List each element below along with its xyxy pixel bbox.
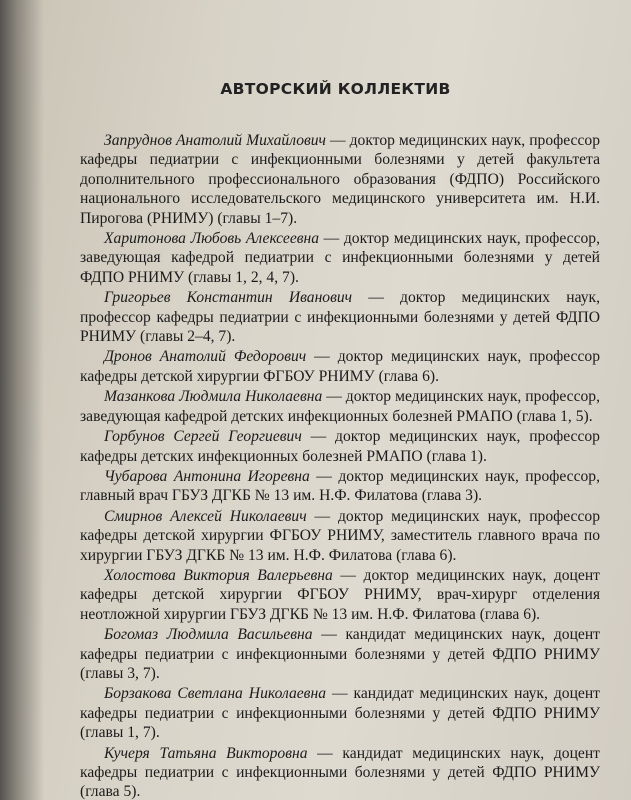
author-description: — доктор медицинских наук, профессор кафедры детской хирургии ФГБОУ РНИМУ, заместитель главного врача по хирургии ГБУЗ ДГКБ № 13 им. Н.Ф. Филатова (глава 6).	[80, 507, 600, 564]
author-entry	[80, 387, 600, 426]
author-name: Холостова Виктория Валерьевна	[104, 566, 333, 584]
author-entry	[80, 229, 600, 287]
author-description: — кандидат медицинских наук, доцент кафедры педиатрии с инфекционными болезнями у детей ФДПО РНИМУ (главы 1, 7).	[80, 685, 600, 742]
author-name: Дронов Анатолий Федорович	[104, 348, 307, 366]
author-description: — кандидат медицинских наук, доцент кафедры педиатрии с инфекционными болезнями у детей ФДПО РНИМУ (глава 5).	[80, 744, 600, 800]
author-entry	[80, 744, 600, 800]
author-description: — доктор медицинских наук, профессор кафедры детской хирургии ФГБОУ РНИМУ (глава 6).	[80, 348, 600, 385]
author-description: — доктор медицинских наук, профессор кафедры педиатрии с инфекционными болезнями у детей факультета дополнительного профессионального образования (ФДПО) Российского национального исследовательского медицинского университета им. Н.И. Пирогова (РНИМУ) (главы 1–7).	[80, 132, 600, 227]
author-entry	[80, 467, 600, 506]
author-name: Кучеря Татьяна Викторовна	[104, 744, 308, 762]
page-title: АВТОРСКИЙ КОЛЛЕКТИВ	[220, 80, 451, 98]
author-name: Чубарова Антонина Игоревна	[104, 467, 310, 485]
author-description: — доктор медицинских наук, профессор, заведующая кафедрой педиатрии с инфекционными болезнями у детей ФДПО РНИМУ (главы 1, 2, 4, 7).	[80, 230, 600, 286]
author-name: Богомаз Людмила Васильевна	[104, 626, 313, 644]
author-description: — доктор медицинских наук, профессор, главный врач ГБУЗ ДГКБ № 13 им. Н.Ф. Филатова (глава 3).	[80, 467, 600, 505]
author-name: Запруднов Анатолий Михайлович	[104, 132, 326, 149]
author-entry	[80, 566, 600, 624]
author-name: Харитонова Любовь Алексеевна	[104, 230, 320, 248]
author-entry	[80, 507, 600, 565]
author-name: Борзакова Светлана Николаевна	[104, 685, 326, 703]
author-entry	[80, 684, 600, 742]
author-name: Смирнов Алексей Николаевич	[104, 507, 307, 525]
author-entry	[80, 131, 600, 228]
author-name: Мазанкова Людмила Николаевна	[104, 388, 323, 406]
author-entry	[80, 427, 600, 466]
author-entry	[80, 347, 600, 386]
author-description: — доктор медицинских наук, доцент кафедры детской хирургии ФГБОУ РНИМУ, врач-хирург отделения неотложной хирургии ГБУЗ ДГКБ № 13 им. Н.Ф. Филатова (глава 6).	[80, 566, 600, 623]
page-binding-shadow	[0, 0, 44, 800]
author-entry	[80, 625, 600, 683]
author-name: Горбунов Сергей Георгиевич	[104, 428, 302, 446]
author-description: — доктор медицинских наук, профессор, заведующая кафедрой детских инфекционных болезней РМАПО (глава 1, 5).	[80, 388, 600, 425]
author-description: — кандидат медицинских наук, доцент кафедры педиатрии с инфекционными болезнями у детей ФДПО РНИМУ (главы 3, 7).	[80, 626, 600, 682]
author-name: Григорьев Константин Иванович	[104, 289, 353, 307]
author-entry	[80, 288, 600, 346]
author-description: — доктор медицинских наук, профессор кафедры педиатрии с инфекционными болезнями у детей ФДПО РНИМУ (главы 2–4, 7).	[80, 289, 600, 346]
authors-list	[80, 131, 600, 800]
author-description: — доктор медицинских наук, профессор кафедры детских инфекционных болезней РМАПО (глава 1).	[80, 428, 600, 465]
